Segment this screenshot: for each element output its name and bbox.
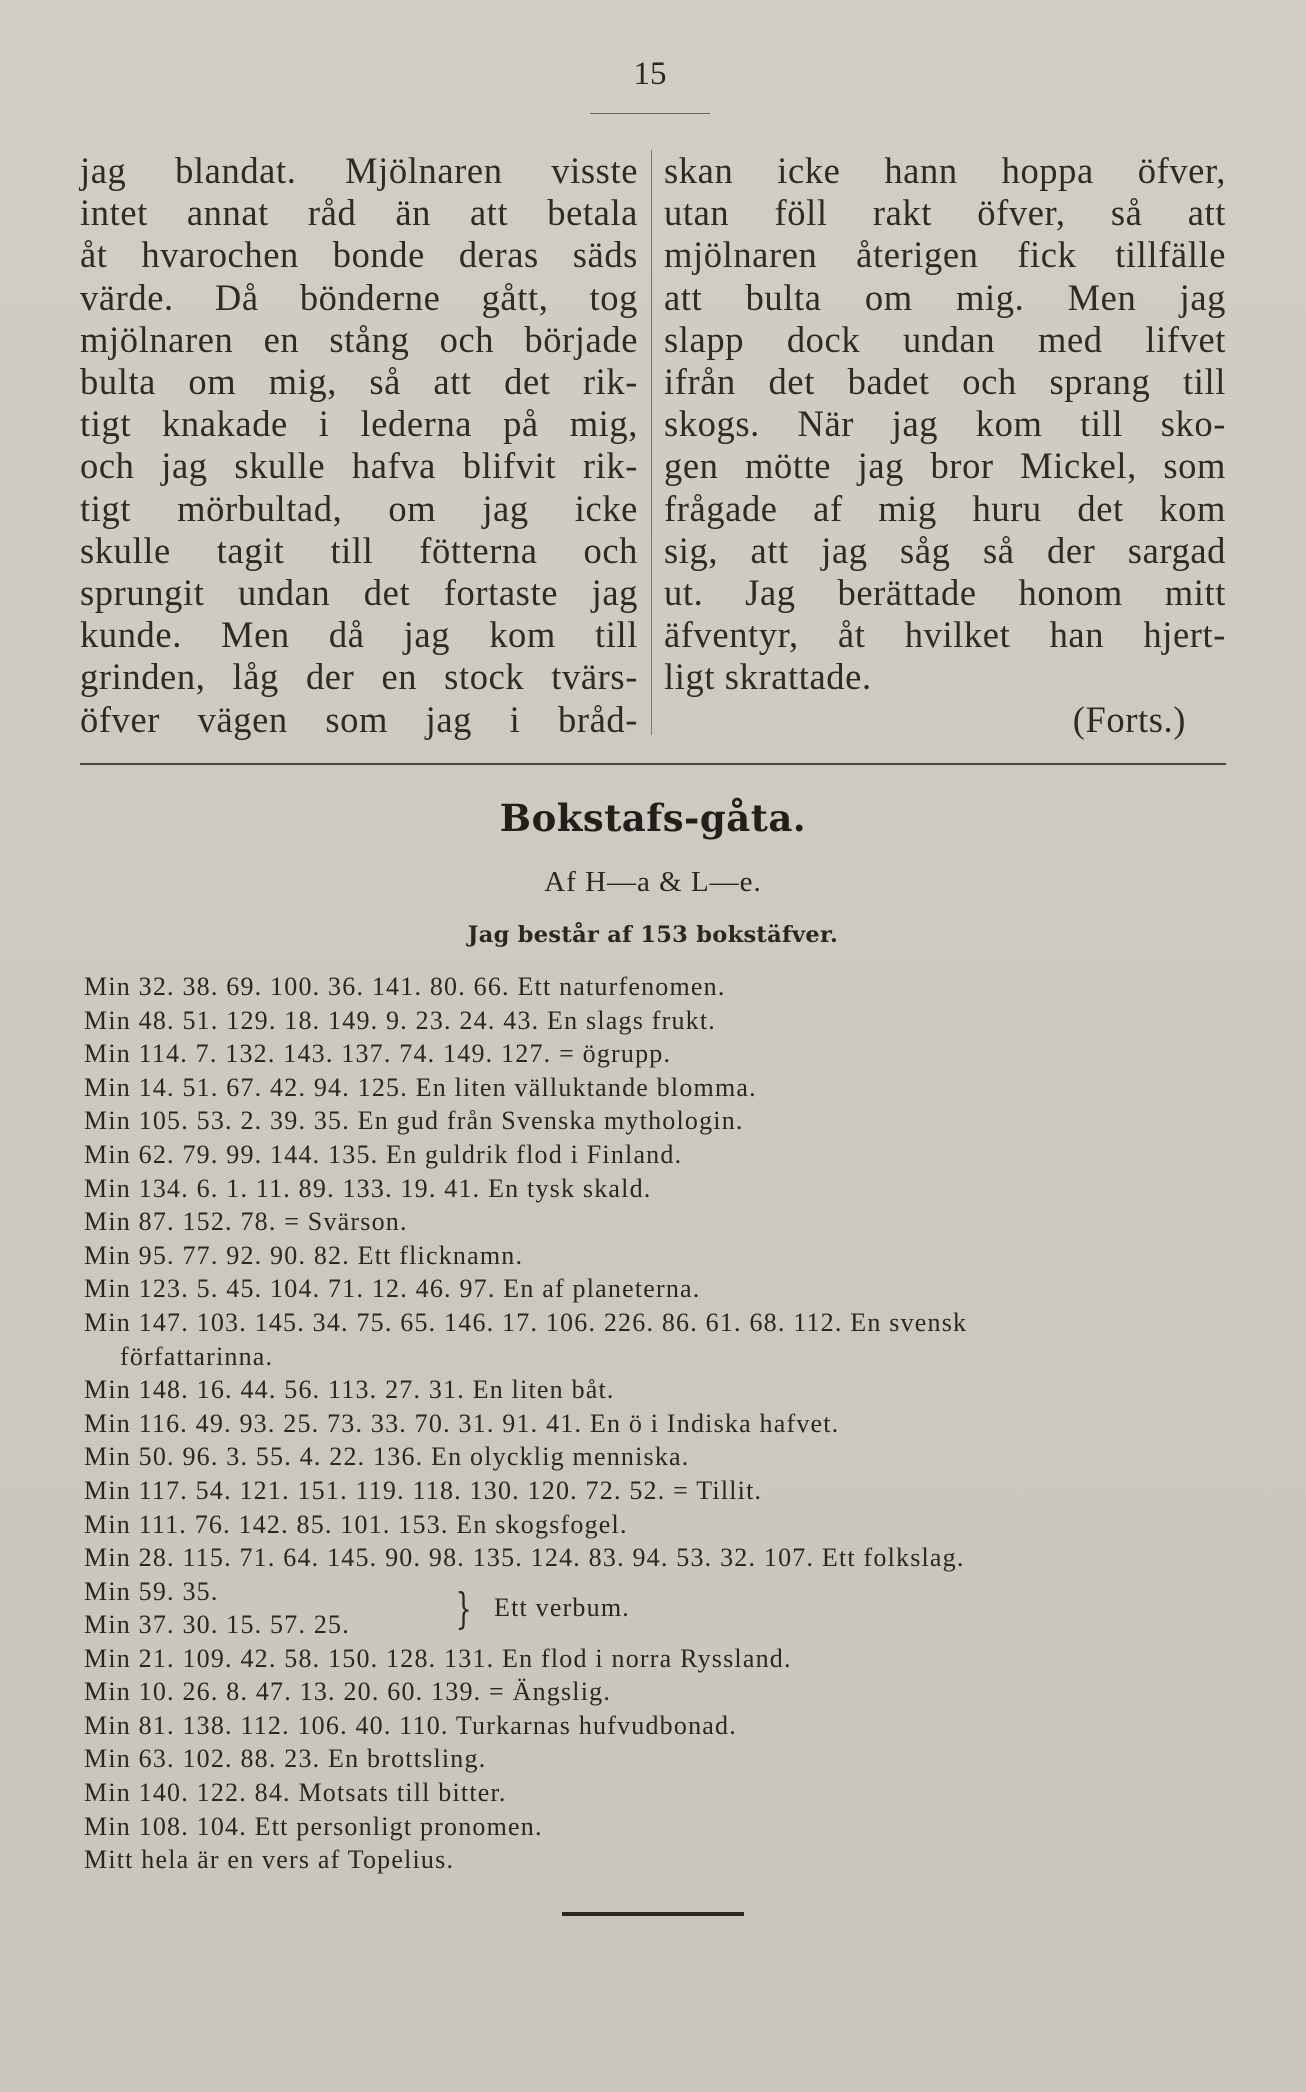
story-line: värde. Då bönderne gått, tog (80, 276, 638, 318)
story-line: och jag skulle hafva blifvit rik- (80, 445, 638, 487)
clue-line: Min 123. 5. 45. 104. 71. 12. 46. 97. En af planeterna. (84, 1274, 701, 1304)
clue-line: Min 63. 102. 88. 23. En brottsling. (84, 1744, 487, 1774)
story-line: ifrån det badet och sprang till (664, 361, 1226, 403)
column-divider (651, 150, 652, 735)
story-line: jag blandat. Mjölnaren visste (80, 150, 638, 191)
story-line: ut. Jag berättade honom mitt (664, 572, 1226, 614)
story-line: öfver vägen som jag i bråd- (80, 698, 638, 740)
story-line: slapp dock undan med lifvet (664, 318, 1226, 360)
story-line: frågade af mig huru det kom (664, 487, 1226, 529)
story-line: utan föll rakt öfver, så att (664, 192, 1226, 234)
section-divider (80, 763, 1226, 765)
story-column-left (80, 150, 638, 741)
story-line: intet annat råd än att betala (80, 192, 638, 234)
story-line: mjölnaren återigen fick tillfälle (664, 234, 1226, 276)
clue-line: Min 10. 26. 8. 47. 13. 20. 60. 139. = Ängslig. (84, 1677, 612, 1707)
page-number-rule (590, 113, 710, 114)
clue-line: Min 48. 51. 129. 18. 149. 9. 23. 24. 43. En slags frukt. (84, 1005, 716, 1035)
clue-line: Min 28. 115. 71. 64. 145. 90. 98. 135. 124. 83. 94. 53. 32. 107. Ett folkslag. (84, 1543, 965, 1573)
puzzle-title: Bokstafs-gåta. (499, 796, 807, 840)
clue-line: Min 140. 122. 84. Motsats till bitter. (84, 1778, 507, 1808)
brace-clue-label: Ett verbum. (494, 1592, 630, 1622)
story-line: skogs. När jag kom till sko- (664, 403, 1226, 445)
clue-line: Min 87. 152. 78. = Svärson. (84, 1207, 408, 1237)
story-line: tigt knakade i lederna på mig, (80, 403, 638, 445)
story-column-right (664, 150, 1226, 741)
story-line: skulle tagit till fötterna och (80, 529, 638, 571)
story-line: äfventyr, åt hvilket han hjert- (664, 614, 1226, 656)
page-number: 15 (633, 56, 667, 92)
clue-line: Min 148. 16. 44. 56. 113. 27. 31. En liten båt. (84, 1375, 615, 1405)
curly-brace-icon: } (455, 1583, 473, 1633)
puzzle-clues (84, 970, 1234, 1877)
clue-line: Min 37. 30. 15. 57. 25. (84, 1610, 350, 1640)
story-line: tigt mörbultad, om jag icke (80, 487, 638, 529)
puzzle-solution-hint: Mitt hela är en vers af Topelius. (84, 1845, 455, 1875)
clue-line: Min 105. 53. 2. 39. 35. En gud från Svenska mythologin. (84, 1106, 744, 1136)
clue-line-continuation: författarinna. (120, 1341, 274, 1371)
brace-clue-group (84, 1575, 1234, 1642)
clue-line: Min 95. 77. 92. 90. 82. Ett flicknamn. (84, 1240, 524, 1270)
clue-line: Min 114. 7. 132. 143. 137. 74. 149. 127. = ögrupp. (84, 1039, 672, 1069)
clue-line: Min 117. 54. 121. 151. 119. 118. 130. 120. 72. 52. = Tillit. (84, 1475, 763, 1505)
story-line: gen mötte jag bror Mickel, som (664, 445, 1226, 487)
clue-line: Min 116. 49. 93. 25. 73. 33. 70. 31. 91. 41. En ö i Indiska hafvet. (84, 1408, 840, 1438)
end-rule (562, 1912, 744, 1916)
story-line: sig, att jag såg så der sargad (664, 529, 1226, 571)
clue-line: Min 134. 6. 1. 11. 89. 133. 19. 41. En tysk skald. (84, 1173, 652, 1203)
clue-line: Min 59. 35. (84, 1576, 219, 1606)
clue-line: Min 50. 96. 3. 55. 4. 22. 136. En olycklig menniska. (84, 1442, 690, 1472)
clue-line: Min 108. 104. Ett personligt pronomen. (84, 1811, 543, 1841)
clue-line: Min 62. 79. 99. 144. 135. En guldrik flod i Finland. (84, 1139, 683, 1169)
clue-line: Min 111. 76. 142. 85. 101. 153. En skogsfogel. (84, 1509, 628, 1539)
story-line: sprungit undan det fortaste jag (80, 572, 638, 614)
story-line: skan icke hann hoppa öfver, (664, 150, 1226, 191)
clue-line: Min 21. 109. 42. 58. 150. 128. 131. En flod i norra Ryssland. (84, 1643, 792, 1673)
clue-line: Min 32. 38. 69. 100. 36. 141. 80. 66. Ett naturfenomen. (84, 972, 726, 1001)
puzzle-intro: Jag består af 153 bokstäfver. (467, 922, 839, 948)
story-line: bulta om mig, så att det rik- (80, 361, 638, 403)
puzzle-author: Af H—a & L—e. (544, 866, 762, 898)
clue-line: Min 81. 138. 112. 106. 40. 110. Turkarnas hufvudbonad. (84, 1710, 737, 1740)
story-line: kunde. Men då jag kom till (80, 614, 638, 656)
clue-line: Min 147. 103. 145. 34. 75. 65. 146. 17. 106. 226. 86. 61. 68. 112. En svensk (84, 1307, 968, 1337)
story-line: att bulta om mig. Men jag (664, 276, 1226, 318)
story-line: mjölnaren en stång och började (80, 318, 638, 360)
story-line: grinden, låg der en stock tvärs- (80, 656, 638, 698)
continued-note: (Forts.) (1072, 698, 1186, 740)
story-line: ligt skrattade. (664, 656, 872, 698)
story-line: åt hvarochen bonde deras säds (80, 234, 638, 276)
clue-line: Min 14. 51. 67. 42. 94. 125. En liten välluktande blomma. (84, 1072, 757, 1102)
